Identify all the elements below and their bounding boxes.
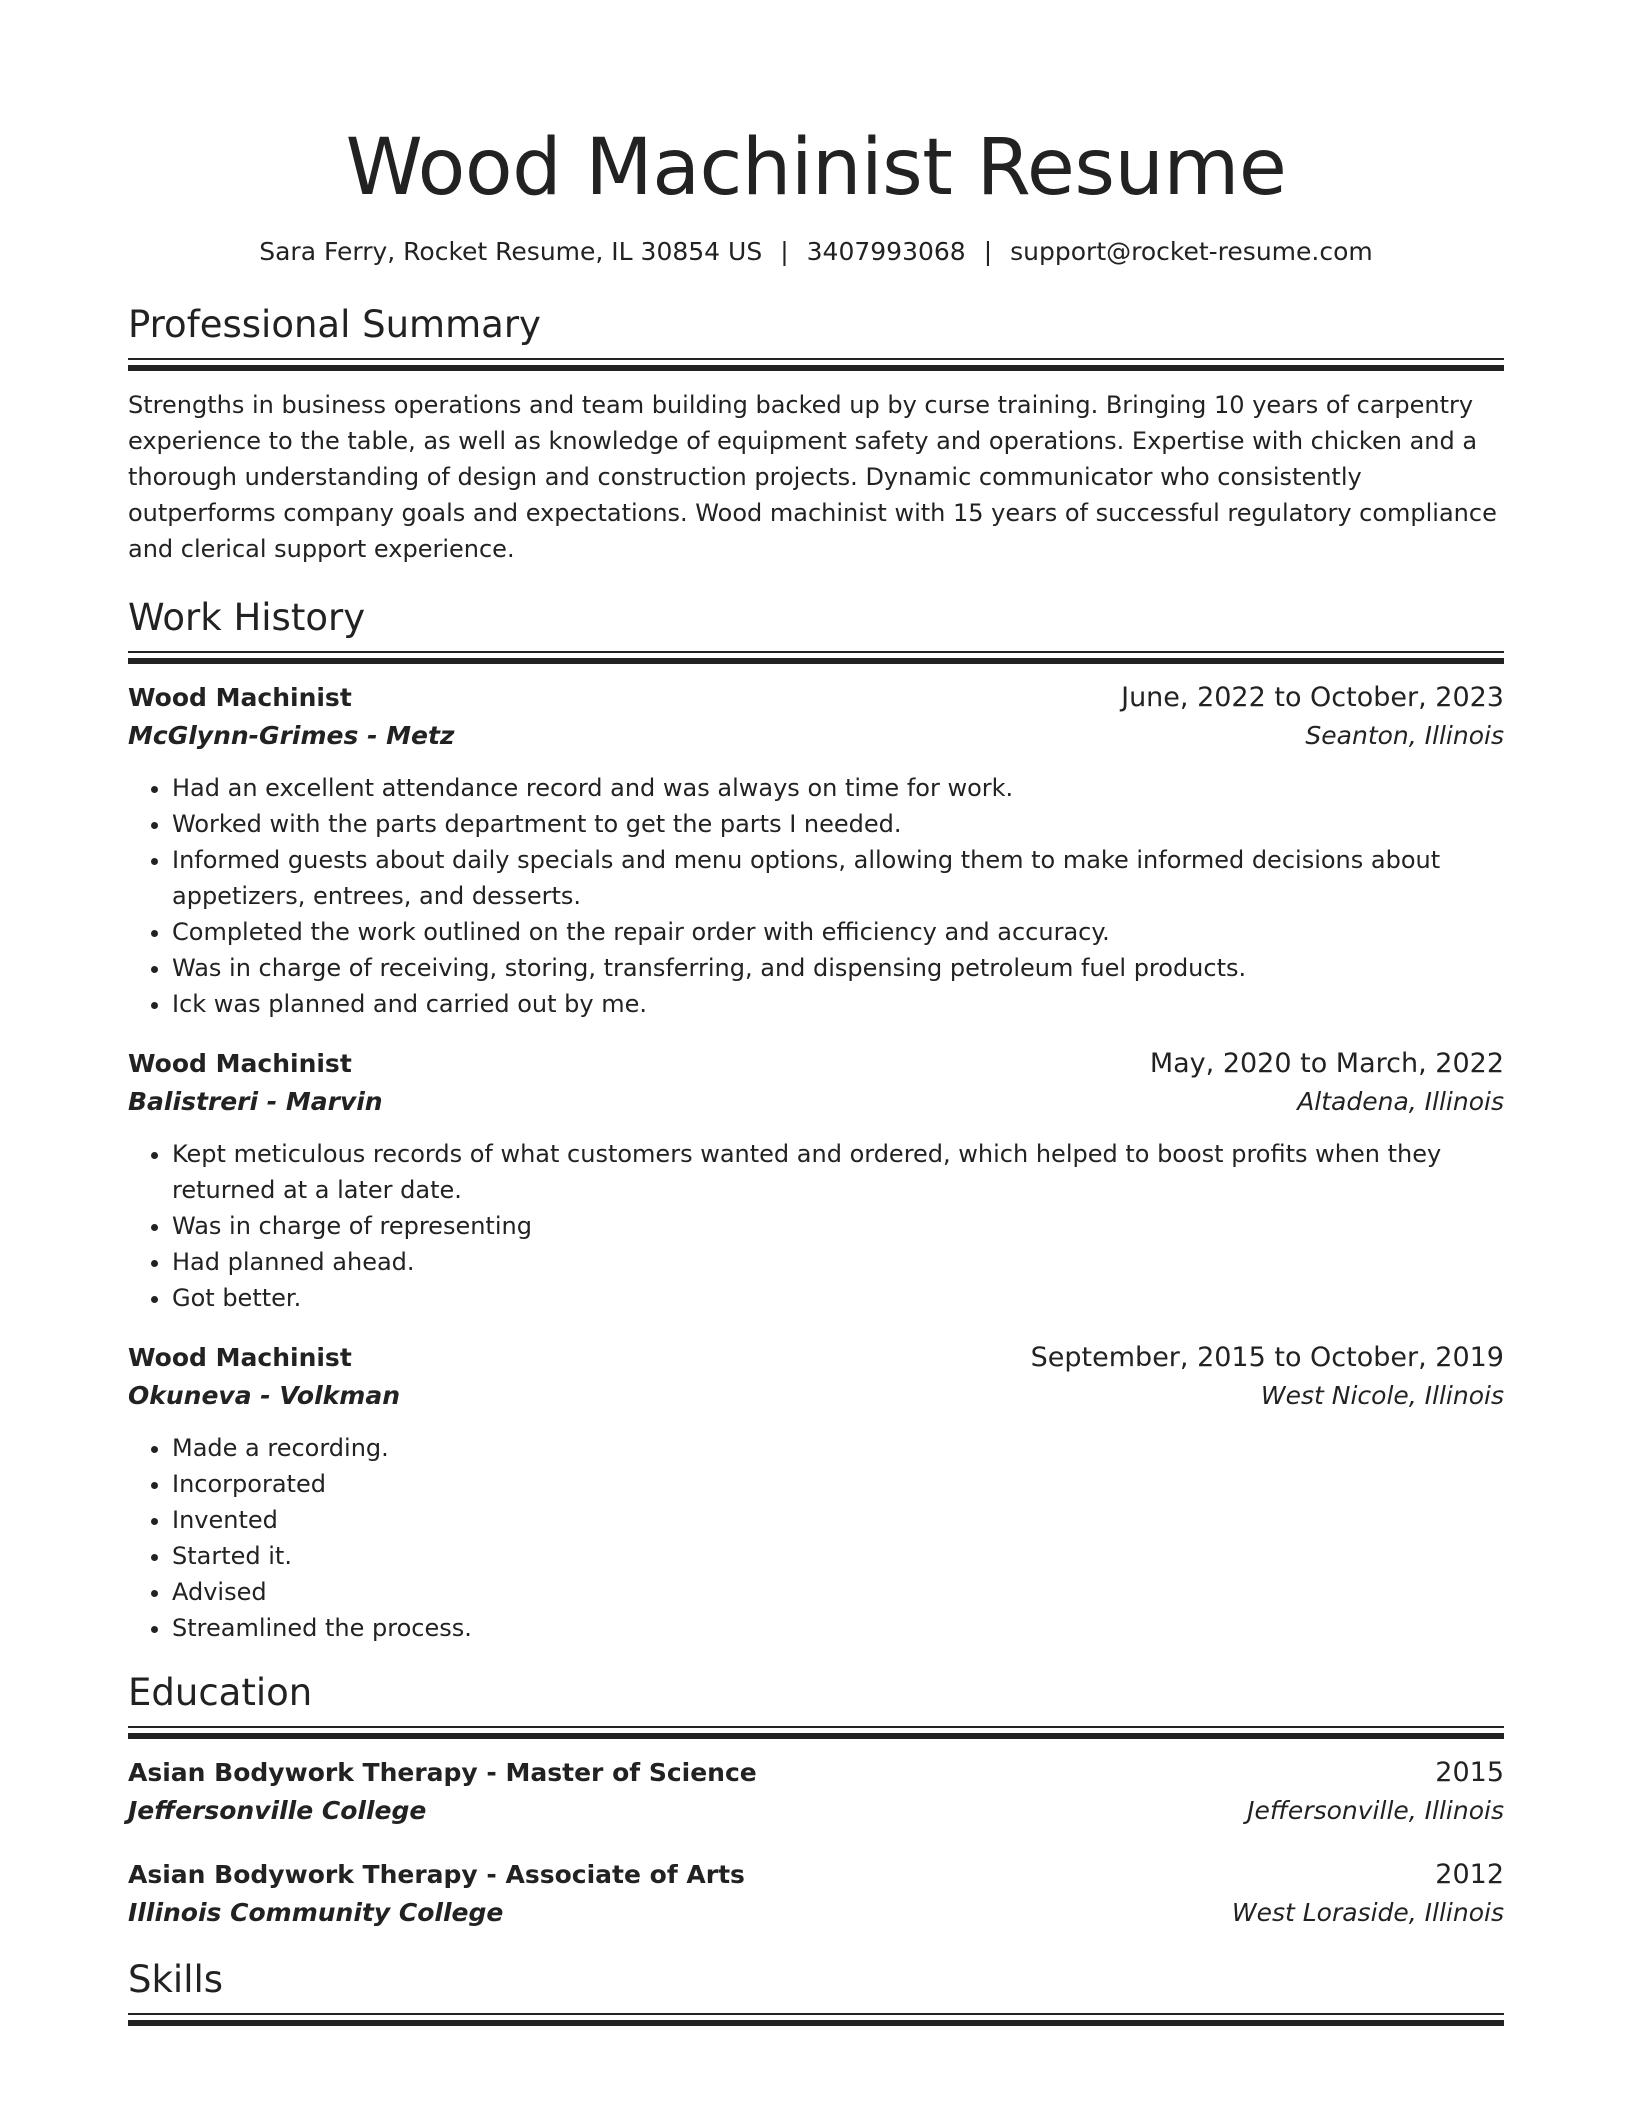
section-divider-thick [128, 658, 1504, 664]
summary-text: Strengths in business operations and team building backed up by curse training. Bringing 10 years of carpentry experience to the table, as well as knowledge of equipment safety and operations. Expertise with chicken and a thorough understanding of design and construction projects. Dynamic communicator who consistently outperforms company goals and expectations. Wood machinist with 15 years of successful regulatory compliance and clerical support experience. [128, 391, 1497, 563]
resume-title: Wood Machinist Resume [345, 123, 1287, 213]
job-entry [128, 680, 1504, 1022]
section-divider-thick [128, 1733, 1504, 1739]
education-section [128, 1670, 1504, 1933]
job-bullets [128, 1430, 1504, 1646]
job-company: Balistreri - Marvin [128, 1087, 383, 1116]
education-entry [128, 1755, 1504, 1831]
section-divider [128, 1726, 1504, 1728]
bullet-item: • Kept meticulous records of what customers wanted and ordered, which helped to boost profits when they returned at a later date. [172, 1136, 1504, 1208]
education-degree: Asian Bodywork Therapy - Associate of Arts [128, 1860, 745, 1889]
job-dates: June, 2022 to October, 2023 [1121, 682, 1504, 713]
section-divider [128, 358, 1504, 360]
summary-section [128, 302, 1504, 567]
section-heading-summary: Professional Summary [128, 303, 541, 346]
job-title: Wood Machinist [128, 1343, 352, 1372]
job-bullets [128, 1136, 1504, 1316]
bullet-item: • Incorporated [172, 1466, 1504, 1502]
job-dates: September, 2015 to October, 2019 [1030, 1342, 1504, 1373]
education-school: Illinois Community College [128, 1898, 504, 1927]
bullet-item: • Invented [172, 1502, 1504, 1538]
job-entry [128, 1340, 1504, 1646]
section-divider-thick [128, 2020, 1504, 2026]
job-entry [128, 1046, 1504, 1316]
bullet-item: • Completed the work outlined on the repair order with efficiency and accuracy. [172, 914, 1504, 950]
bullet-item: • Got better. [172, 1280, 1504, 1316]
contact-email: support@rocket-resume.com [1010, 237, 1373, 266]
job-company: Okuneva - Volkman [128, 1381, 400, 1410]
bullet-item: • Informed guests about daily specials and menu options, allowing them to make informed decisions about appetizers, entrees, and desserts. [172, 842, 1504, 914]
education-year: 2015 [1435, 1757, 1504, 1788]
education-school: Jeffersonville College [128, 1796, 427, 1825]
education-location: Jeffersonville, Illinois [1247, 1796, 1504, 1825]
section-heading-work: Work History [128, 596, 366, 639]
job-company: McGlynn-Grimes - Metz [128, 721, 455, 750]
work-section [128, 595, 1504, 1646]
job-title: Wood Machinist [128, 1049, 352, 1078]
contact-address: Sara Ferry, Rocket Resume, IL 30854 US [259, 237, 763, 266]
job-title: Wood Machinist [128, 683, 352, 712]
bullet-item: • Started it. [172, 1538, 1504, 1574]
bullet-item: • Streamlined the process. [172, 1610, 1504, 1646]
job-location: Altadena, Illinois [1297, 1087, 1504, 1116]
contact-separator: | [983, 237, 993, 266]
contact-phone: 3407993068 [806, 237, 966, 266]
contact-line [128, 236, 1504, 268]
job-location: West Nicole, Illinois [1260, 1381, 1504, 1410]
bullet-item: • Advised [172, 1574, 1504, 1610]
bullet-item: • Made a recording. [172, 1430, 1504, 1466]
job-location: Seanton, Illinois [1305, 721, 1504, 750]
section-divider-thick [128, 365, 1504, 371]
bullet-item: • Was in charge of representing [172, 1208, 1504, 1244]
job-dates: May, 2020 to March, 2022 [1149, 1048, 1504, 1079]
section-divider [128, 651, 1504, 653]
bullet-item: • Had planned ahead. [172, 1244, 1504, 1280]
section-heading-skills: Skills [128, 1958, 224, 2001]
skills-section [128, 1957, 1504, 2026]
education-degree: Asian Bodywork Therapy - Master of Science [128, 1758, 757, 1787]
bullet-item: • Had an excellent attendance record and was always on time for work. [172, 770, 1504, 806]
section-divider [128, 2013, 1504, 2015]
bullet-item: • Was in charge of receiving, storing, transferring, and dispensing petroleum fuel products. [172, 950, 1504, 986]
bullet-item: • Worked with the parts department to get the parts I needed. [172, 806, 1504, 842]
section-heading-education: Education [128, 1671, 313, 1714]
job-bullets [128, 770, 1504, 1022]
contact-separator: | [780, 237, 789, 266]
education-year: 2012 [1435, 1859, 1504, 1890]
education-entry [128, 1857, 1504, 1933]
bullet-item: • Ick was planned and carried out by me. [172, 986, 1504, 1022]
education-location: West Loraside, Illinois [1231, 1898, 1504, 1927]
